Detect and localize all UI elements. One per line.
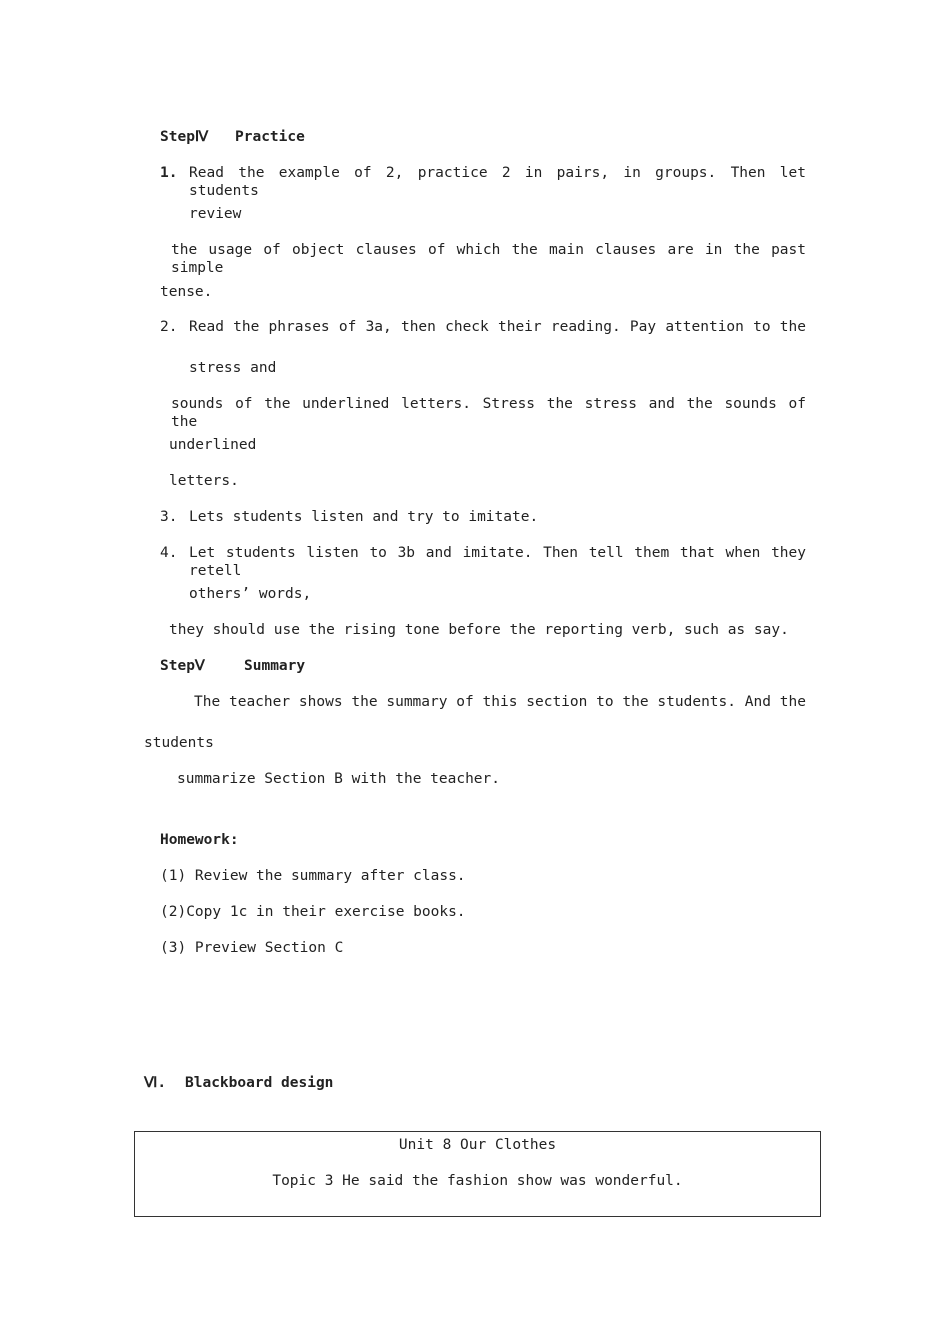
homework-heading: Homework: [160, 832, 239, 848]
step4-item1-number: 1. [160, 165, 178, 181]
step4-item4-number: 4. [160, 545, 178, 561]
step4-item1-line: the usage of object clauses of which the main clauses are in the past simple [171, 242, 806, 276]
step5-line: students [144, 735, 214, 751]
homework-item: (1) Review the summary after class. [160, 868, 466, 884]
step4-item1-line: Read the example of 2, practice 2 in pairs, in groups. Then let students [189, 165, 806, 199]
section6-numeral: Ⅵ. [144, 1075, 167, 1091]
homework-item: (3) Preview Section C [160, 940, 344, 956]
step4-heading-step: StepⅣ [160, 129, 209, 145]
step4-item2-line: letters. [169, 473, 239, 489]
step5-line: The teacher shows the summary of this section to the students. And the [194, 694, 806, 710]
step4-item2-line: sounds of the underlined letters. Stress the stress and the sounds of the [171, 396, 806, 430]
step4-item2-line: stress and [189, 360, 277, 376]
step4-item2-line: underlined [169, 437, 257, 453]
step4-heading-title: Practice [235, 129, 305, 145]
step4-item1-line: tense. [160, 284, 213, 300]
step4-item3-number: 3. [160, 509, 178, 525]
step4-item3-line: Lets students listen and try to imitate. [189, 509, 539, 525]
step4-item2-line: Read the phrases of 3a, then check their reading. Pay attention to the [189, 319, 806, 335]
step4-item4-line: they should use the rising tone before the reporting verb, such as say. [169, 622, 789, 638]
step4-item2-number: 2. [160, 319, 178, 335]
step4-item1-line: review [189, 206, 242, 222]
homework-item: (2)Copy 1c in their exercise books. [160, 904, 466, 920]
step5-heading-step: StepⅤ [160, 658, 205, 674]
step4-item4-line: Let students listen to 3b and imitate. Then tell them that when they retell [189, 545, 806, 579]
board-unit-title: Unit 8 Our Clothes [398, 1137, 557, 1153]
step5-heading-title: Summary [244, 658, 306, 674]
board-topic-title: Topic 3 He said the fashion show was wonderful. [272, 1173, 683, 1189]
step4-item4-line: others’ words, [189, 586, 312, 602]
step5-line: summarize Section B with the teacher. [177, 771, 501, 787]
section6-title: Blackboard design [185, 1075, 334, 1091]
blackboard-design-box [134, 1131, 821, 1217]
